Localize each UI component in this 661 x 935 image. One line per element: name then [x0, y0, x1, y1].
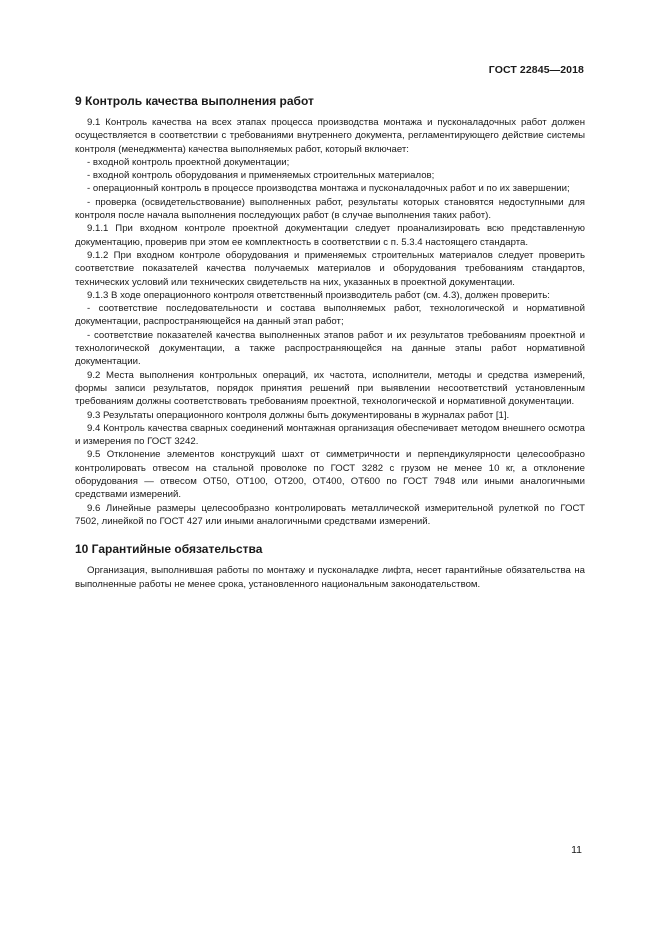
paragraph: 9.1.3 В ходе операционного контроля ответственный производитель работ (см. 4.3), должен проверить:	[87, 289, 550, 301]
list-item: - проверка (освидетельствование) выполненных работ, результаты которых становятся недоступными для контроля после начала выполнения последующих работ (в случае выполнения таких работ).	[75, 196, 585, 222]
page-number: 11	[571, 844, 582, 856]
section-10-body	[75, 564, 585, 591]
paragraph: 9.1.2 При входном контроле оборудования и применяемых строительных материалов следует проверить соответствие показателей качества получаемых материалов и оборудования требованиям стандартов, технических условий или технических свидетельств на них, указанных в проектной документации.	[75, 249, 585, 288]
paragraph: 9.6 Линейные размеры целесообразно контролировать металлической измерительной рулеткой по ГОСТ 7502, линейкой по ГОСТ 427 или иными аналогичными средствами измерений.	[75, 502, 585, 527]
page-content	[75, 88, 585, 591]
paragraph: Организация, выполнившая работы по монтажу и пусконаладке лифта, несет гарантийные обязательства на выполненные работы не менее срока, установленного национальным законодательством.	[75, 565, 585, 590]
paragraph: 9.4 Контроль качества сварных соединений монтажная организация обеспечивает методом внешнего осмотра и измерения по ГОСТ 3242.	[75, 422, 585, 448]
section-9-body	[75, 116, 585, 528]
document-code: ГОСТ 22845—2018	[488, 64, 584, 76]
paragraph: 9.1 Контроль качества на всех этапах процесса производства монтажа и пусконаладочных работ должен осуществляется в соответствии с требованиями внутреннего документа, регламентирующего действие системы контроля (менеджмента) качества выполняемых работ, который включает:	[75, 117, 585, 155]
section-10-heading: 10 Гарантийные обязательства	[75, 542, 263, 557]
list-item: - соответствие показателей качества выполненных этапов работ и их результатов требованиям проектной и технологической документации, а также распространяющейся на данные этапы работ нормативной документации.	[75, 329, 585, 368]
list-item: - входной контроль проектной документации;	[87, 156, 290, 168]
section-9-heading: 9 Контроль качества выполнения работ	[75, 94, 314, 108]
list-item: - входной контроль оборудования и применяемых строительных материалов;	[87, 170, 435, 182]
paragraph: 9.3 Результаты операционного контроля должны быть документированы в журналах работ [1].	[87, 409, 510, 421]
paragraph: 9.1.1 При входном контроле проектной документации следует проанализировать всю представленную документацию, проверив при этом ее комплектность в соответствии с п. 5.3.4 настоящего стандарта.	[75, 223, 585, 248]
list-item: - операционный контроль в процессе производства монтажа и пусконаладочных работ и по их завершении;	[87, 183, 570, 195]
paragraph: 9.2 Места выполнения контрольных операций, их частота, исполнители, методы и средства измерений, формы записи результатов, порядок принятия решений при выявлении несоответствий установленным требованиям должны соответствовать требованиям проектной, технологической и нормативной документации.	[75, 369, 585, 408]
list-item: - соответствие последовательности и состава выполняемых работ, технологической и нормативной документации, распространяющейся на данный этап работ;	[75, 303, 585, 328]
paragraph: 9.5 Отклонение элементов конструкций шахт от симметричности и перпендикулярности целесообразно контролировать отвесом на стальной проволоке по ГОСТ 3282 с грузом не менее 10 кг, а отклонение оборудования — отвесом ОТ50, ОТ100, ОТ200, ОТ400, ОТ600 по ГОСТ 7948 или иными аналогичными средствами измерений.	[75, 449, 585, 501]
